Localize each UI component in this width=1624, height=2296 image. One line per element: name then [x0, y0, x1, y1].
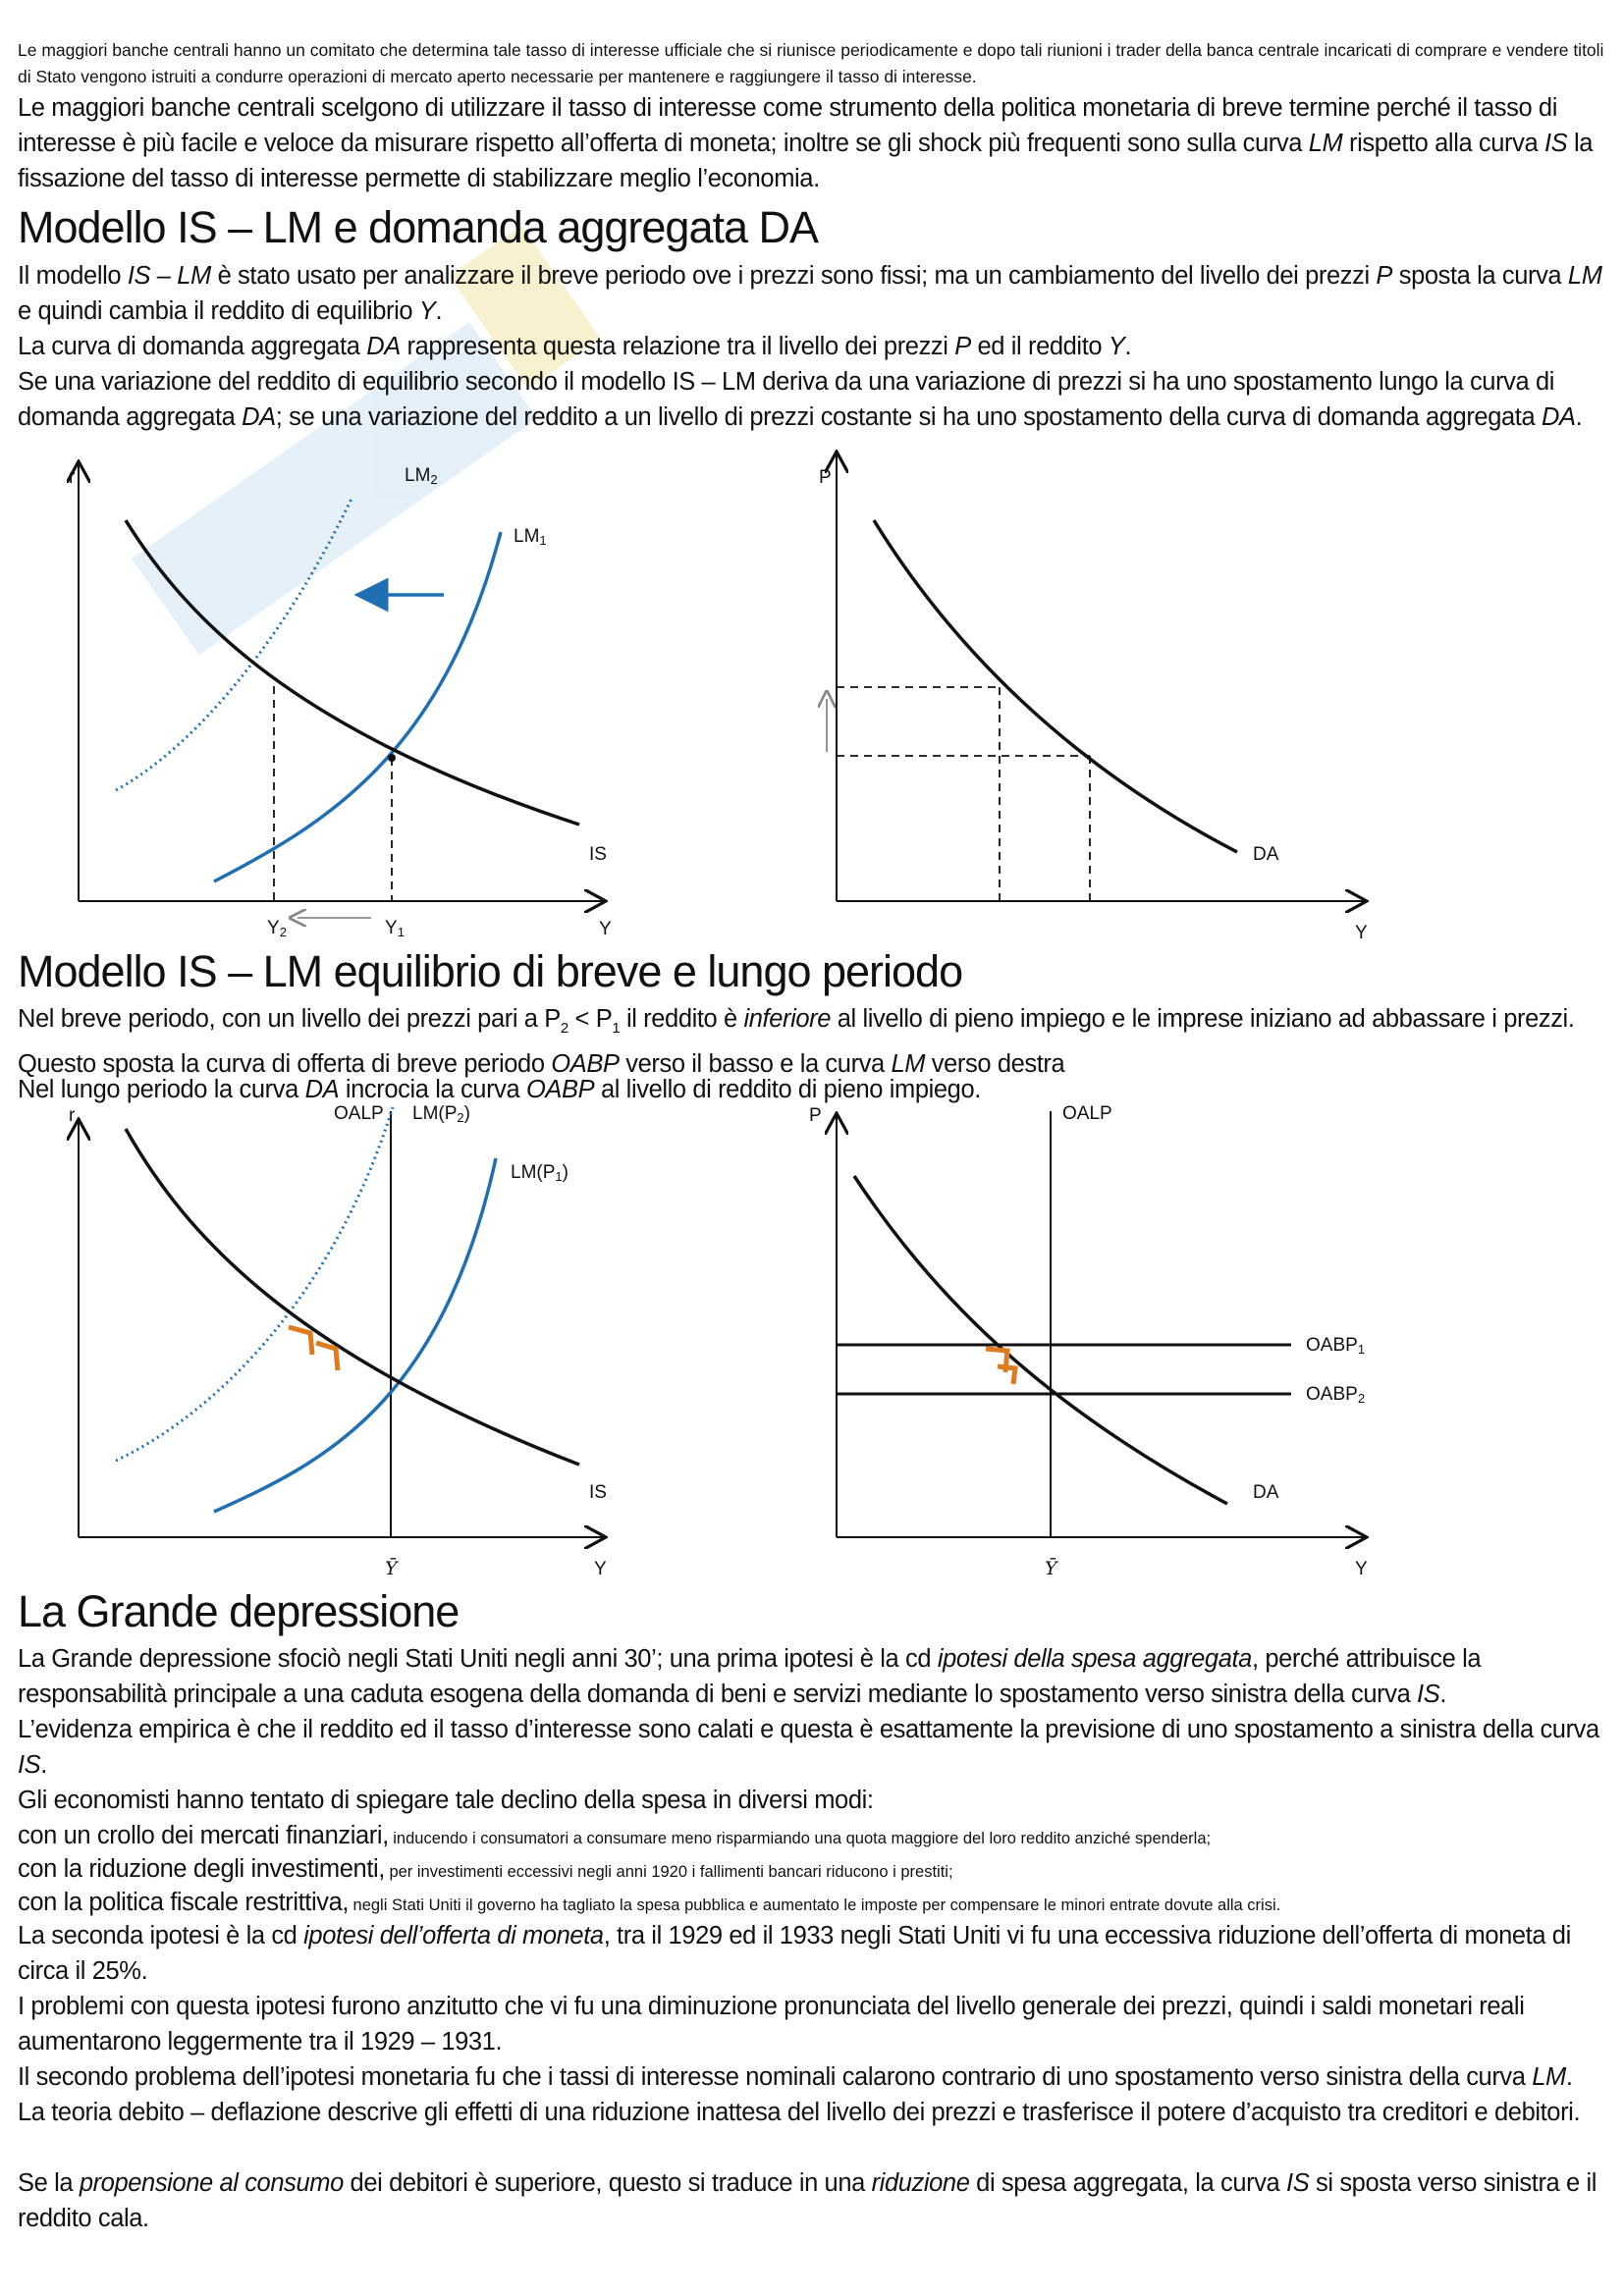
- y-axis-label: r: [69, 467, 76, 488]
- ybar-label: Ȳ: [385, 1558, 398, 1579]
- sec3-paragraph-8: Se la propensione al consumo dei debitori è superiore, questo si traduce in una riduzione di spesa aggregata, la curva IS si sposta verso sinistra e il reddito cala.: [18, 2169, 1597, 2232]
- x-axis-label: Y: [1355, 1559, 1368, 1579]
- y-axis-label: P: [809, 1105, 822, 1126]
- list-item-investment-reduction: con la riduzione degli investimenti, per investimenti eccessivi negli anni 1920 i fallimenti bancari riducono i prestiti;: [18, 1855, 953, 1883]
- intro-paragraph-1: Le maggiori banche centrali hanno un comitato che determina tale tasso di interesse ufficiale che si riunisce periodicamente e dopo tali riunioni i trader della banca centrale incaricati di comprare e vendere titoli di Stato vengono istruiti a condurre operazioni di mercato aperto necessarie per mantenere e raggiungere il tasso di interesse.: [18, 40, 1604, 86]
- oalp-label: OALP: [1062, 1103, 1112, 1124]
- y-axis-label: r: [69, 1105, 76, 1126]
- da-curve: [874, 520, 1237, 852]
- figure-is-lm-long-run: [0, 1099, 687, 1590]
- y-axis-label: P: [819, 467, 832, 488]
- section-title-short-long-run: Modello IS – LM equilibrio di breve e lungo periodo: [18, 946, 963, 996]
- intro-paragraph-2: Le maggiori banche centrali scelgono di utilizzare il tasso di interesse come strumento della politica monetaria di breve termine perché il tasso di interesse è più facile e veloce da misurare rispetto all’offerta di moneta; inoltre se gli shock più frequenti sono sulla curva LM rispetto alla curva IS la fissazione del tasso di interesse permette di stabilizzare meglio l’economia.: [18, 94, 1594, 192]
- sec3-paragraph-1: La Grande depressione sfociò negli Stati Uniti negli anni 30’; una prima ipotesi è la cd ipotesi della spesa aggregata, perché attribuisce la responsabilità principale a una caduta esogena della domanda di beni e servizi mediante lo spostamento verso sinistra della curva IS.: [18, 1645, 1482, 1708]
- shift-mark-1: [289, 1327, 312, 1355]
- list-item-financial-crash: con un crollo dei mercati finanziari, inducendo i consumatori a consumare meno risparmiando una quota maggiore del loro reddito anziché spenderla;: [18, 1822, 1212, 1849]
- shift-mark-2: [316, 1343, 338, 1370]
- lmp2-label: LM(P2): [412, 1103, 470, 1125]
- lm1-curve: [214, 532, 501, 881]
- is-curve: [126, 520, 579, 825]
- oabp1-label: OABP1: [1306, 1335, 1366, 1357]
- sec3-paragraph-7: La teoria debito – deflazione descrive gli effetti di una riduzione inattesa del livello dei prezzi e trasferisce il potere d’acquisto tra creditori e debitori.: [18, 2099, 1581, 2126]
- sec2-paragraph-2: Nel lungo periodo la curva DA incrocia la curva OABP al livello di reddito di pieno impiego.: [18, 1076, 981, 1103]
- is-label: IS: [589, 844, 607, 865]
- lmp1-curve: [214, 1158, 496, 1512]
- y2-label: Y2: [267, 918, 287, 939]
- is-label: IS: [589, 1482, 607, 1503]
- lm1-label: LM1: [514, 526, 547, 548]
- oabp2-label: OABP2: [1306, 1384, 1366, 1406]
- list-item-fiscal-policy: con la politica fiscale restrittiva, negli Stati Uniti il governo ha tagliato la spesa pubblica e aumentato le imposte per compensare le minori entrate dovute alla crisi.: [18, 1889, 1281, 1916]
- sec1-paragraph-3: Se una variazione del reddito di equilibrio secondo il modello IS – LM deriva da una variazione di prezzi si ha uno spostamento lungo la curva di domanda aggregata DA; se una variazione del reddito a un livello di prezzi costante si ha uno spostamento della curva di domanda aggregata DA.: [18, 368, 1583, 431]
- figure-da-curve: [776, 432, 1384, 962]
- sec1-paragraph-2: La curva di domanda aggregata DA rappresenta questa relazione tra il livello dei prezzi P ed il reddito Y.: [18, 333, 1132, 360]
- ybar-label: Ȳ: [1045, 1558, 1057, 1579]
- sec3-paragraph-3: Gli economisti hanno tentato di spiegare tale declino della spesa in diversi modi:: [18, 1787, 874, 1814]
- sec1-paragraph-1: Il modello IS – LM è stato usato per analizzare il breve periodo ove i prezzi sono fissi; ma un cambiamento del livello dei prezzi P sposta la curva LM e quindi cambia il reddito di equilibrio Y.: [18, 262, 1602, 325]
- x-axis-label: Y: [599, 919, 612, 939]
- sec3-paragraph-5: I problemi con questa ipotesi furono anzitutto che vi fu una diminuzione pronunciata del livello generale dei prezzi, quindi i saldi monetari reali aumentarono leggermente tra il 1929 – 1931.: [18, 1993, 1525, 2056]
- figure-da-oabp: [776, 1099, 1384, 1590]
- x-axis-label: Y: [1355, 923, 1368, 943]
- sec3-paragraph-4: La seconda ipotesi è la cd ipotesi dell’offerta di moneta, tra il 1929 ed il 1933 negli Stati Uniti vi fu una eccessiva riduzione dell’offerta di moneta di circa il 25%.: [18, 1922, 1571, 1985]
- y1-label: Y1: [385, 918, 405, 939]
- x-axis-label: Y: [594, 1559, 607, 1579]
- lm2-label: LM2: [405, 465, 438, 487]
- section-title-great-depression: La Grande depressione: [18, 1586, 460, 1636]
- da-curve: [854, 1176, 1227, 1504]
- sec2-paragraph-1: Nel breve periodo, con un livello dei prezzi pari a $P_2 < P_1$ il reddito è inferiore al livello di pieno impiego e le imprese iniziano ad abbassare i prezzi. Questo sposta la curva di offerta di breve periodo OABP verso il basso e la curva LM verso destra: [18, 1005, 1575, 1079]
- da-label: DA: [1253, 1482, 1279, 1503]
- section-title-is-lm-da: Modello IS – LM e domanda aggregata DA: [18, 202, 819, 252]
- oalp-label: OALP: [334, 1103, 384, 1124]
- lmp1-label: LM(P1): [511, 1162, 568, 1184]
- shift-mark-2: [998, 1366, 1015, 1384]
- figure-is-lm-shift: [0, 432, 687, 962]
- sec3-paragraph-2: L’evidenza empirica è che il reddito ed il tasso d’interesse sono calati e questa è esattamente la previsione di uno spostamento a sinistra della curva IS.: [18, 1716, 1599, 1779]
- sec3-paragraph-6: Il secondo problema dell’ipotesi monetaria fu che i tassi di interesse nominali calarono contrario di uno spostamento verso sinistra della curva LM.: [18, 2063, 1573, 2091]
- da-label: DA: [1253, 844, 1279, 865]
- equilibrium-point: [388, 754, 396, 762]
